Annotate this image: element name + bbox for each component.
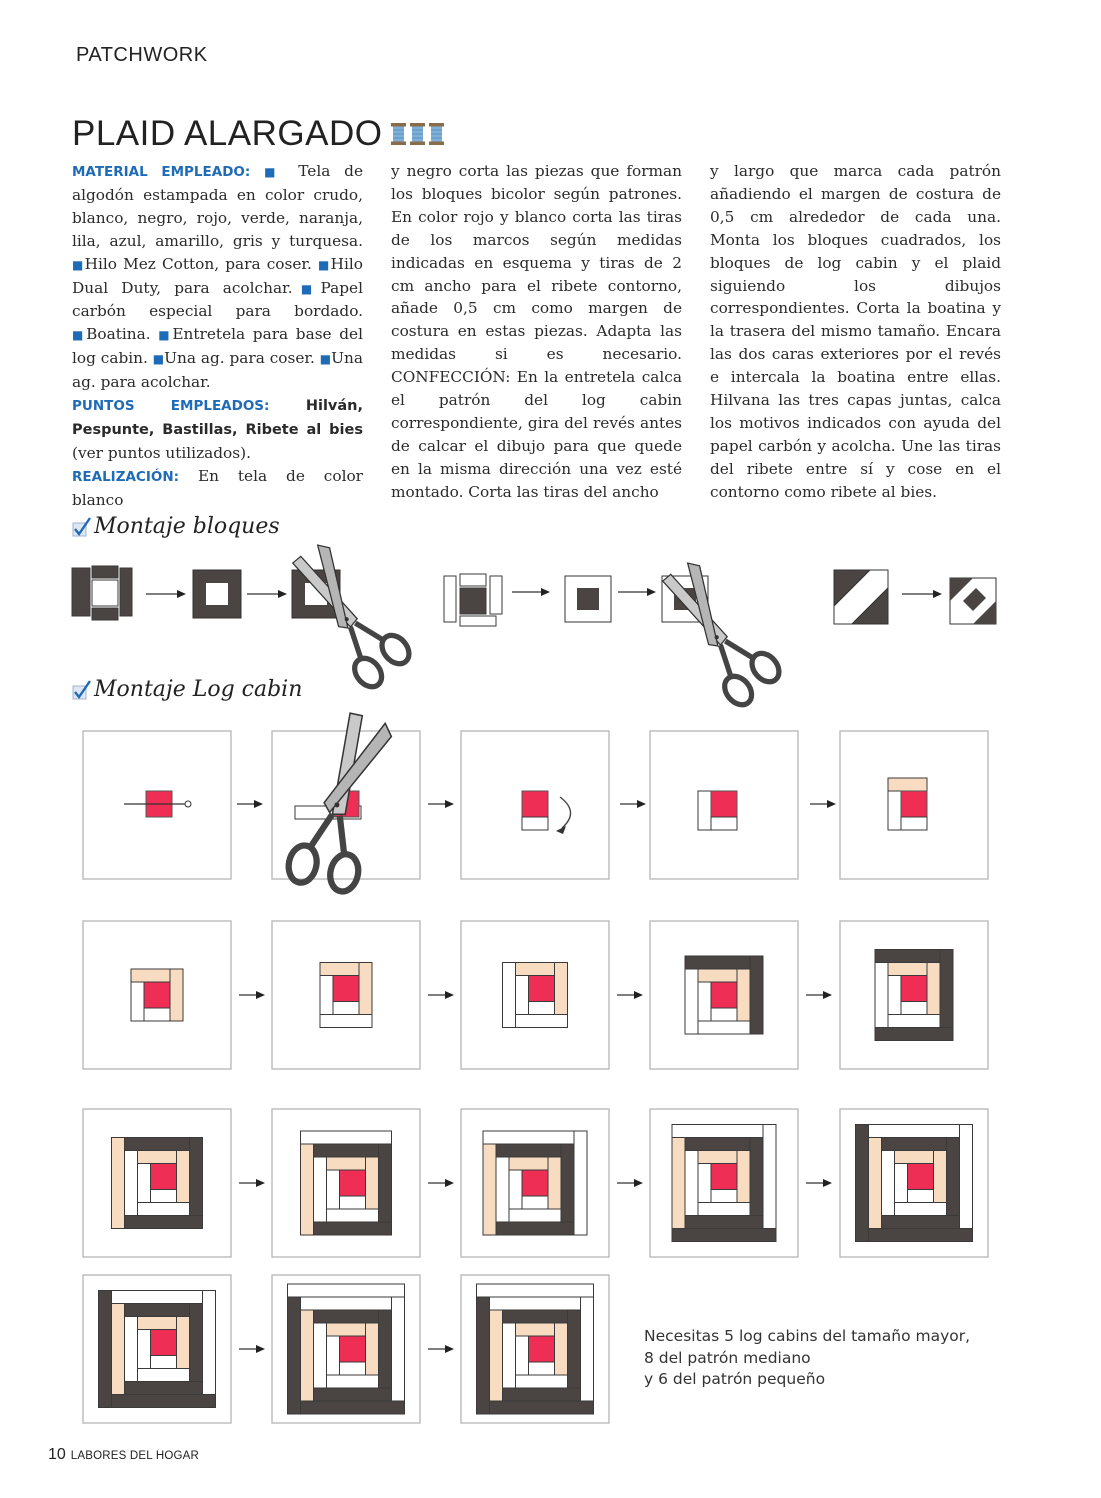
patch-piece xyxy=(888,963,927,976)
arrow-right-icon xyxy=(810,800,836,808)
patch-piece xyxy=(685,1138,750,1151)
section-title-blocks: Montaje bloques xyxy=(94,514,280,539)
bullet-square-icon: ■ xyxy=(319,352,332,367)
arrow-right-icon xyxy=(512,588,550,596)
patch-piece xyxy=(314,1310,379,1323)
bullet-square-icon: ■ xyxy=(292,281,321,296)
patch-piece xyxy=(333,1002,359,1015)
patch-piece xyxy=(125,1317,138,1382)
material-item: Entretela para base del log cabin. xyxy=(72,325,363,368)
arrow-head xyxy=(256,1179,265,1187)
material-item: Una ag. para acolchar. xyxy=(72,349,363,392)
realization-text: En tela de color blanco xyxy=(72,466,363,509)
patch-piece xyxy=(138,1317,177,1330)
arrow-head xyxy=(634,1179,643,1187)
bullet-square-icon: ■ xyxy=(264,165,285,179)
patch-piece xyxy=(320,1015,372,1028)
arrow-right-icon xyxy=(428,1345,454,1353)
patch-piece xyxy=(333,976,359,1002)
patch-piece xyxy=(875,950,940,963)
patch-piece xyxy=(144,982,170,1008)
patch-piece xyxy=(516,1015,568,1028)
arrow-head xyxy=(254,800,263,808)
patch-piece xyxy=(301,1401,405,1414)
patch-piece xyxy=(460,616,496,626)
patch-piece xyxy=(314,1157,327,1222)
patch-piece xyxy=(685,969,698,1034)
scissors-shank xyxy=(355,616,383,647)
patch-piece xyxy=(340,1336,366,1362)
patch-piece xyxy=(496,1157,509,1222)
patch-piece xyxy=(737,1151,750,1203)
patch-piece xyxy=(711,1008,737,1021)
material-item: Papel carbón especial para bordado. xyxy=(72,278,363,321)
arrow-right-icon xyxy=(428,800,454,808)
column-3-text: y largo que marca cada patrón añadiendo el margen de costura de 0,5 cm alrededor de cada una. Monta los bloques cuadrados, los bloques de log cabin y el plaid siguiendo los dibujos correspondientes. Corta la boatina y la trasera del mismo tamaño. Encara las dos caras exteriores por el revés e intercala la boatina entre ellas. Hilvana las tres capas juntas, calca los motivos indicados con ayuda del papel carbón y acolcha. Une las tiras del ribete entre sí y cose en el contorno como ribete al bies. xyxy=(710,162,1001,501)
arrow-right-icon xyxy=(146,590,186,598)
patch-piece xyxy=(366,1323,379,1375)
patch-piece xyxy=(698,1203,750,1216)
material-label: MATERIAL EMPLEADO: xyxy=(72,164,251,180)
magazine-name: LABORES DEL HOGAR xyxy=(70,1450,200,1462)
patch-piece xyxy=(125,1216,203,1229)
patch-piece xyxy=(529,1362,555,1375)
material-item: Boatina. xyxy=(86,325,151,344)
arrow-right-icon xyxy=(620,800,646,808)
patch-piece xyxy=(92,566,118,578)
patch-piece xyxy=(483,1144,496,1235)
arrow-head xyxy=(647,588,656,596)
patch-piece xyxy=(888,976,901,1015)
patch-piece xyxy=(203,1291,216,1395)
patch-piece xyxy=(763,1125,776,1229)
patch-piece xyxy=(685,956,750,969)
patch-piece xyxy=(496,1144,561,1157)
patch-piece xyxy=(503,1310,568,1323)
material-text: Tela de algodón estampada en color crudo, blanco, negro, rojo, verde, naranja, lila, azul, amarillo, gris y turquesa. xyxy=(72,162,363,250)
patch-piece xyxy=(685,1216,763,1229)
patch-piece xyxy=(366,1157,379,1209)
scissors-handle xyxy=(376,630,414,669)
patch-piece xyxy=(138,1151,177,1164)
patch-piece xyxy=(301,1144,314,1235)
arrow-head xyxy=(445,991,454,999)
patch-piece xyxy=(327,1323,366,1336)
patch-piece xyxy=(112,1138,125,1229)
patch-piece xyxy=(888,1015,940,1028)
patch-piece xyxy=(882,1151,895,1216)
page-number: 10 xyxy=(48,1446,66,1463)
patch-piece xyxy=(561,1144,574,1222)
patch-piece xyxy=(509,1209,561,1222)
scissors-handle xyxy=(349,653,387,692)
arrow-head xyxy=(634,991,643,999)
patch-piece xyxy=(288,1297,301,1414)
stitches-suffix: (ver puntos utilizados). xyxy=(72,443,251,462)
arrow-right-icon xyxy=(428,1179,454,1187)
arrow-head xyxy=(278,590,287,598)
patch-piece xyxy=(503,1388,581,1401)
arrow-right-icon xyxy=(902,590,942,598)
patch-piece xyxy=(882,1216,960,1229)
patch-piece xyxy=(327,1209,379,1222)
patch-piece xyxy=(947,1138,960,1216)
patch-piece xyxy=(737,969,750,1021)
arrow-head xyxy=(541,588,550,596)
arrow-right-icon xyxy=(237,800,263,808)
patch-piece xyxy=(888,791,901,830)
patch-piece xyxy=(483,1131,574,1144)
arrow-head xyxy=(823,1179,832,1187)
patch-piece xyxy=(529,1002,555,1015)
patch-piece xyxy=(120,568,132,616)
patch-piece xyxy=(314,1388,392,1401)
realization-label: REALIZACIÓN: xyxy=(72,468,180,485)
patch-piece xyxy=(151,1330,177,1356)
arrow-right-icon xyxy=(239,991,265,999)
patch-piece xyxy=(522,1196,548,1209)
arrow-right-icon xyxy=(239,1345,265,1353)
page-title: PLAID ALARGADO xyxy=(72,114,383,153)
patch-piece xyxy=(460,588,486,614)
patch-piece xyxy=(908,1164,934,1190)
patch-piece xyxy=(522,817,548,830)
patch-piece xyxy=(477,1284,594,1297)
patch-piece xyxy=(92,608,118,620)
patch-piece xyxy=(392,1297,405,1401)
patch-piece xyxy=(490,1401,594,1414)
patch-piece xyxy=(856,1125,869,1242)
arrow-right-icon xyxy=(617,991,643,999)
patch-piece xyxy=(477,1297,490,1414)
patch-piece xyxy=(516,976,529,1015)
patch-piece xyxy=(177,1151,190,1203)
patch-piece xyxy=(314,1222,392,1235)
patch-piece xyxy=(869,1138,882,1229)
bullet-square-icon: ■ xyxy=(318,257,331,272)
patch-piece xyxy=(509,1157,548,1170)
patch-piece xyxy=(555,1323,568,1375)
bullet-square-icon: ■ xyxy=(152,352,165,367)
scissors-handle xyxy=(719,671,757,710)
patch-piece xyxy=(125,1151,138,1216)
patch-piece xyxy=(496,1222,574,1235)
patch-piece xyxy=(522,1170,548,1196)
column-2-text: y negro corta las piezas que forman los bloques bicolor según patrones. En color rojo y blanco corta las tiras de los marcos según medidas indicadas en esquema y tiras de 2 cm ancho para el ribete contorno, añade 0,5 cm como margen de costura en estas piezas. Adapta las medidas si es necesario. CONFECCIÓN: En la entretela calca el patrón del log cabin correspondiente, gira del revés antes de calcar el dibujo para que quede en la misma dirección una vez esté montado. Corta las tiras del ancho xyxy=(391,162,682,501)
patch-piece xyxy=(138,1330,151,1369)
patch-piece xyxy=(698,1151,737,1164)
patch-piece xyxy=(869,1125,960,1138)
patch-piece xyxy=(509,1170,522,1209)
patch-piece xyxy=(490,1297,581,1310)
patch-piece xyxy=(934,1151,947,1203)
patch-piece xyxy=(151,1164,177,1190)
bullet-square-icon: ■ xyxy=(158,328,173,343)
patch-piece xyxy=(190,1304,203,1382)
patch-piece xyxy=(112,1395,216,1408)
patch-piece xyxy=(908,1190,934,1203)
patch-piece xyxy=(340,1362,366,1375)
center-square-red xyxy=(901,791,927,817)
scissors-handle xyxy=(746,648,784,687)
patch-piece xyxy=(698,1021,750,1034)
bullet-square-icon: ■ xyxy=(72,257,85,272)
patch-piece xyxy=(301,1310,314,1401)
patch-piece xyxy=(490,576,502,614)
patch-piece xyxy=(327,1170,340,1209)
patch-piece xyxy=(327,1157,366,1170)
patch-piece xyxy=(574,1131,587,1235)
patch-piece xyxy=(92,580,118,606)
patch-piece xyxy=(190,1138,203,1216)
patch-piece xyxy=(516,1375,568,1388)
patch-piece xyxy=(131,982,144,1021)
patch-piece xyxy=(698,791,711,830)
patch-piece xyxy=(672,1138,685,1229)
arrow-head xyxy=(445,1179,454,1187)
patch-piece xyxy=(895,1151,934,1164)
patch-piece xyxy=(698,982,711,1021)
patch-piece xyxy=(875,963,888,1028)
patch-piece xyxy=(72,568,90,616)
page-footer xyxy=(48,1446,199,1464)
patch-piece xyxy=(568,1310,581,1388)
patch-piece xyxy=(698,1164,711,1203)
arrow-right-icon xyxy=(247,590,287,598)
patch-piece xyxy=(698,969,737,982)
note-line: y 6 del patrón pequeño xyxy=(644,1370,826,1388)
arrow-head xyxy=(256,991,265,999)
patch-piece xyxy=(927,963,940,1015)
patch-piece xyxy=(940,950,953,1028)
patch-piece xyxy=(490,1310,503,1401)
stitches-label: PUNTOS EMPLEADOS: xyxy=(72,398,270,415)
patch-piece xyxy=(882,1138,947,1151)
patch-piece xyxy=(144,1008,170,1021)
patch-piece xyxy=(125,1304,190,1317)
center-square-red xyxy=(522,791,548,817)
patch-piece xyxy=(327,1336,340,1375)
patch-piece xyxy=(895,1203,947,1216)
arrow-head xyxy=(933,590,942,598)
arrow-right-icon xyxy=(806,1179,832,1187)
arrow-right-icon xyxy=(806,991,832,999)
patch-piece xyxy=(170,969,183,1021)
patch-piece xyxy=(327,1375,379,1388)
note-line: Necesitas 5 log cabins del tamaño mayor, xyxy=(644,1327,971,1345)
patch-piece xyxy=(125,1382,203,1395)
section-tag: PATCHWORK xyxy=(76,44,208,66)
patch-piece xyxy=(301,1297,392,1310)
patch-piece xyxy=(503,963,516,1028)
patch-piece xyxy=(379,1144,392,1222)
patch-piece xyxy=(516,1323,555,1336)
arrow-head xyxy=(445,800,454,808)
arrow-right-icon xyxy=(618,588,656,596)
patch-piece xyxy=(901,1002,927,1015)
patch-piece xyxy=(320,963,359,976)
patch-piece xyxy=(151,1356,177,1369)
material-item: Hilo Dual Duty, para acolchar. xyxy=(72,254,363,297)
patch-piece xyxy=(359,963,372,1015)
patch-piece xyxy=(750,1138,763,1216)
note-line: 8 del patrón mediano xyxy=(644,1348,811,1367)
patch-piece xyxy=(151,1190,177,1203)
patch-piece xyxy=(711,817,737,830)
bullet-square-icon: ■ xyxy=(72,328,87,343)
patch-piece xyxy=(901,817,927,830)
scissors-shank xyxy=(725,634,753,665)
patch-piece xyxy=(875,1028,953,1041)
quantity-note xyxy=(644,1326,970,1391)
patch-piece xyxy=(340,1170,366,1196)
patch-piece xyxy=(112,1304,125,1395)
patch-piece xyxy=(711,1190,737,1203)
patch-piece xyxy=(960,1125,973,1229)
patch-piece xyxy=(901,976,927,1002)
patch-piece xyxy=(177,1317,190,1369)
needle-eye xyxy=(185,801,191,807)
patch-piece xyxy=(138,1369,190,1382)
arrow-head xyxy=(445,1345,454,1353)
arrow-head xyxy=(823,991,832,999)
patch-piece xyxy=(711,1164,737,1190)
patch-piece xyxy=(529,976,555,1002)
patch-piece xyxy=(131,969,170,982)
arrow-right-icon xyxy=(617,1179,643,1187)
arrow-head xyxy=(256,1345,265,1353)
patch-piece xyxy=(548,1157,561,1209)
patch-piece xyxy=(503,1323,516,1388)
patch-piece xyxy=(529,1336,555,1362)
patch-piece xyxy=(750,956,763,1034)
arrow-head xyxy=(827,800,836,808)
patch-piece xyxy=(672,1229,776,1242)
patch-piece xyxy=(138,1203,190,1216)
patch-piece xyxy=(99,1291,112,1408)
scissors-icon xyxy=(644,555,789,710)
patch-piece xyxy=(555,963,568,1015)
patch-piece xyxy=(320,976,333,1015)
arrow-right-icon xyxy=(428,991,454,999)
patch-piece xyxy=(301,1131,392,1144)
patch-piece xyxy=(314,1144,379,1157)
block-center xyxy=(206,583,228,605)
patch-piece xyxy=(516,963,555,976)
patch-piece xyxy=(869,1229,973,1242)
patch-piece xyxy=(895,1164,908,1203)
patch-piece xyxy=(672,1125,763,1138)
patch-piece xyxy=(711,982,737,1008)
arrow-right-icon xyxy=(239,1179,265,1187)
patch-piece xyxy=(685,1151,698,1216)
patch-piece xyxy=(314,1323,327,1388)
center-square-red xyxy=(711,791,737,817)
patch-piece xyxy=(581,1297,594,1401)
patch-piece xyxy=(888,778,927,791)
arrow-head xyxy=(177,590,186,598)
patch-piece xyxy=(138,1164,151,1203)
patch-piece xyxy=(379,1310,392,1388)
material-item: Hilo Mez Cotton, para coser. xyxy=(84,254,312,273)
section-title-logcabin: Montaje Log cabin xyxy=(94,677,303,702)
patch-piece xyxy=(460,574,486,586)
patch-piece xyxy=(288,1284,405,1297)
patch-piece xyxy=(340,1196,366,1209)
block-center xyxy=(577,588,599,610)
patch-piece xyxy=(444,576,456,622)
patch-piece xyxy=(112,1291,203,1304)
material-item: Una ag. para coser. xyxy=(164,349,315,368)
patch-piece xyxy=(125,1138,190,1151)
stitches-list: Hilván, Pespunte, Bastillas, Ribete al bies xyxy=(72,398,363,438)
arrow-head xyxy=(637,800,646,808)
patch-piece xyxy=(516,1336,529,1375)
